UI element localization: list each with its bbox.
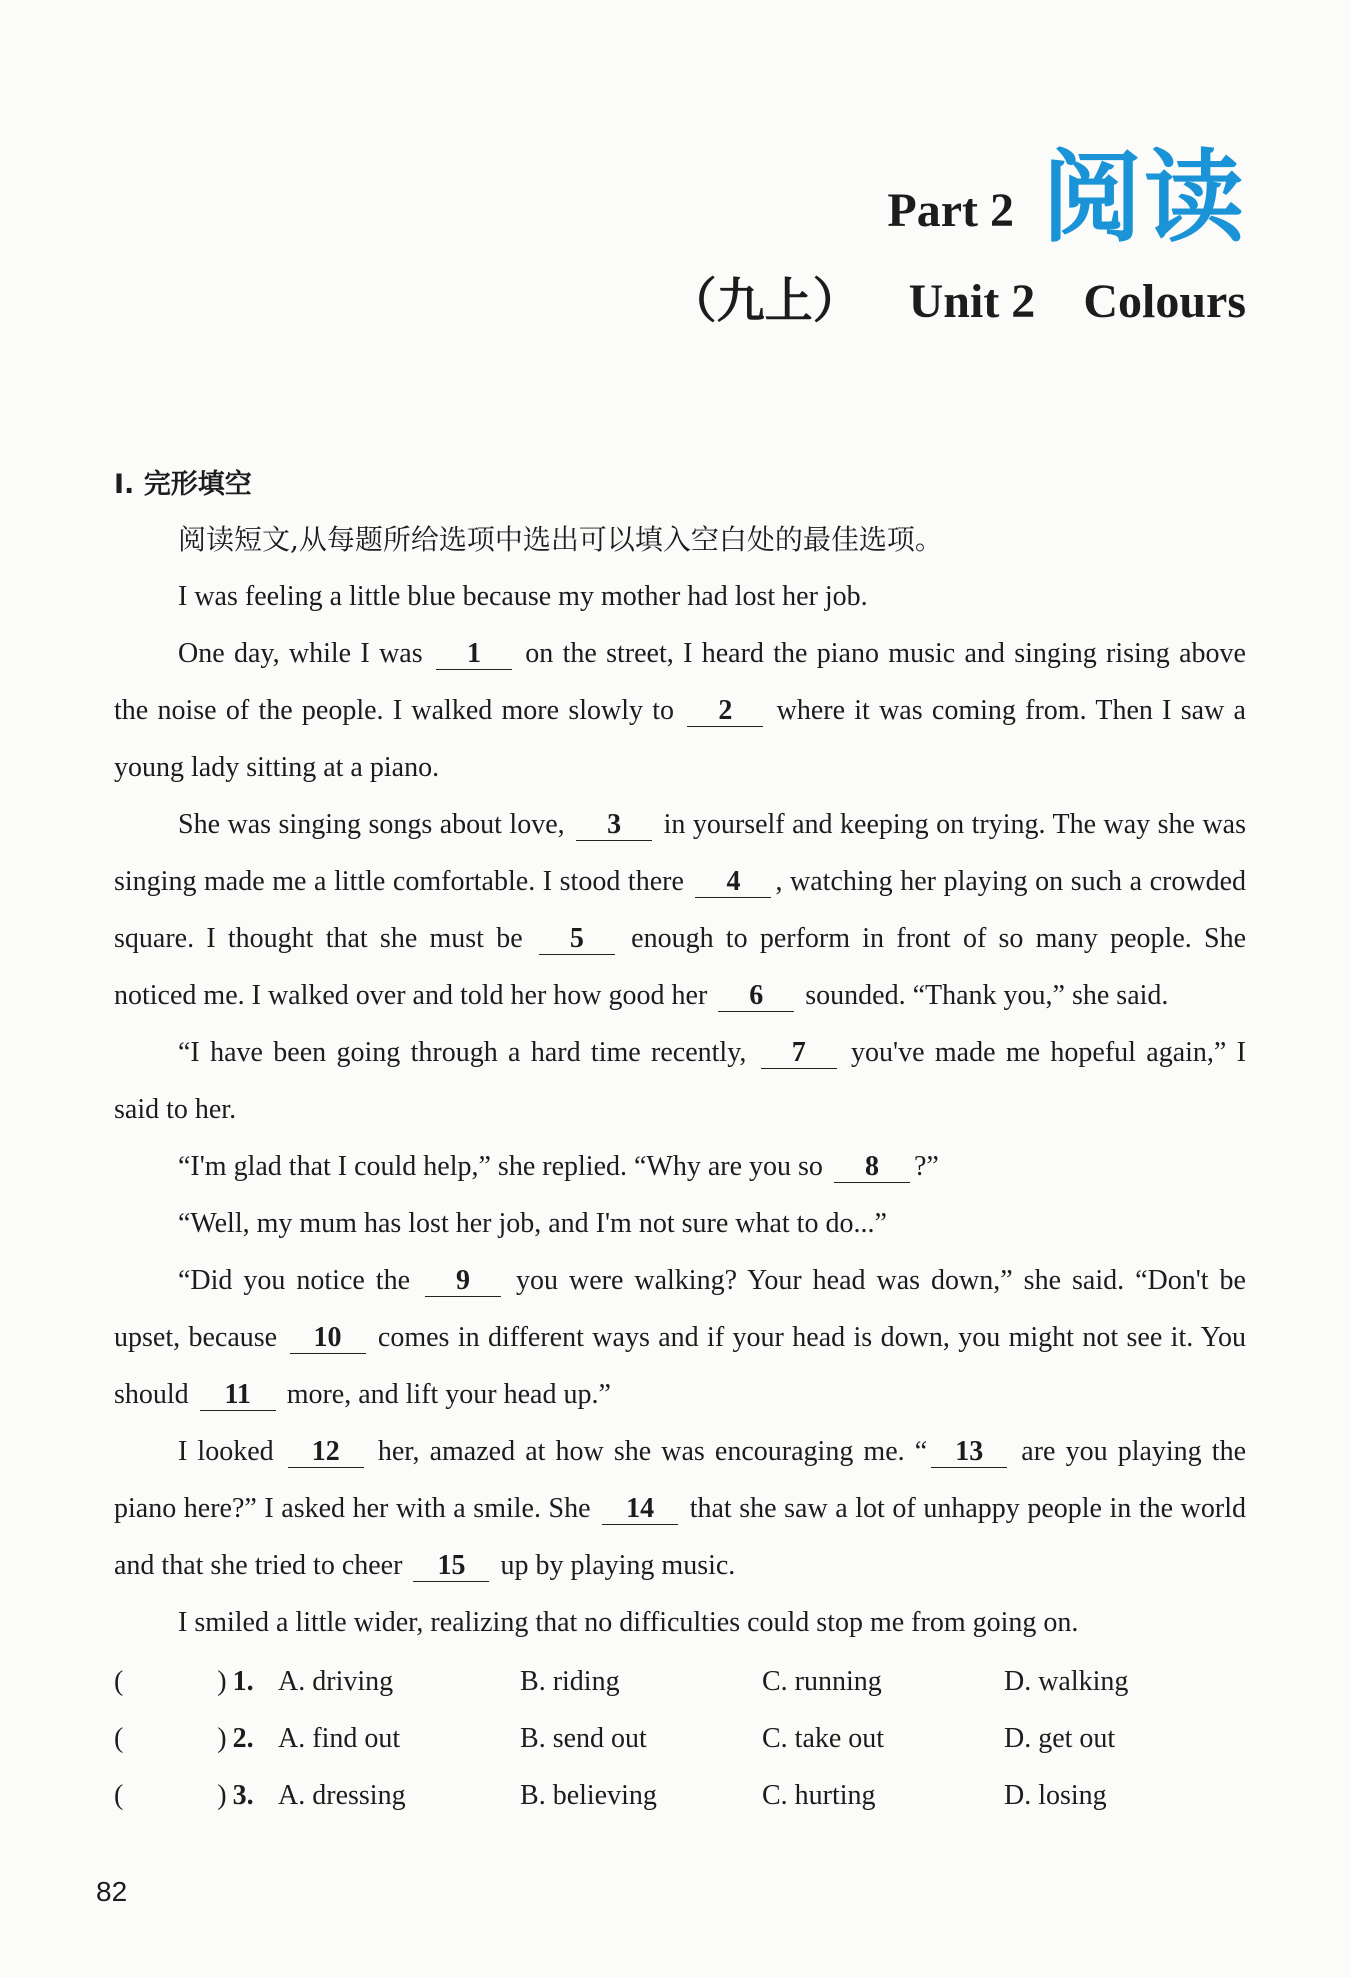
passage-text: sounded. “Thank you,” she said. <box>798 980 1169 1011</box>
answer-bracket[interactable] <box>114 1653 233 1710</box>
unit-topic: Colours <box>1083 275 1246 328</box>
page-number: 82 <box>96 1876 128 1907</box>
cloze-passage <box>114 568 1246 1651</box>
question-row <box>114 1710 1246 1767</box>
passage-text: “Did you notice the <box>178 1265 421 1296</box>
question-row <box>114 1653 1246 1710</box>
question-row <box>114 1767 1246 1824</box>
passage-text: enough to perform in front of so many people. She noticed me. I walked over and told her how good her <box>114 923 1247 1011</box>
unit-label: Unit 2 <box>908 275 1036 328</box>
passage-text: on the street, I heard the piano music and singing rising above the noise of the people. I walked more slowly to <box>114 638 1246 726</box>
passage-paragraph <box>114 1594 1246 1651</box>
passage-text: in yourself and keeping on trying. The way she was singing made me a little comfortable. I stood there <box>114 809 1246 897</box>
cloze-blank[interactable]: 1 <box>436 639 512 670</box>
passage-text: where it was coming from. Then I saw a young lady sitting at a piano. <box>114 695 1246 783</box>
question-number: 2. <box>232 1723 254 1754</box>
cloze-blank[interactable]: 3 <box>576 810 652 841</box>
passage-text: One day, while I was <box>178 638 432 669</box>
option-b[interactable]: B. riding <box>520 1666 620 1697</box>
page-header <box>668 139 1246 331</box>
passage-text: I looked <box>178 1436 284 1467</box>
passage-paragraph <box>114 1252 1246 1423</box>
option-d[interactable]: D. get out <box>1003 1723 1116 1754</box>
option-a[interactable]: A. driving <box>278 1666 394 1697</box>
section-instruction: 阅读短文,从每题所给选项中选出可以填入空白处的最佳选项。 <box>178 523 943 556</box>
passage-text: “I'm glad that I could help,” she replied. “Why are you so <box>178 1151 830 1182</box>
cloze-blank[interactable]: 7 <box>761 1038 837 1069</box>
passage-text: comes in different ways and if your head is down, you might not see it. You should <box>114 1322 1246 1410</box>
passage-text: her, amazed at how she was encouraging me. “ <box>367 1436 928 1467</box>
grade-label: （九上） <box>668 273 861 329</box>
passage-text: She was singing songs about love, <box>178 809 573 840</box>
bracket-close: ) <box>217 1666 227 1697</box>
cloze-blank[interactable]: 2 <box>687 696 763 727</box>
cloze-blank[interactable]: 5 <box>539 924 615 955</box>
cloze-blank[interactable]: 4 <box>695 867 771 898</box>
passage-text: are you playing the piano here?” I asked her with a smile. She <box>114 1436 1246 1524</box>
bracket-open: ( <box>114 1666 124 1697</box>
answer-bracket[interactable] <box>114 1767 233 1824</box>
option-b[interactable]: B. believing <box>520 1780 657 1811</box>
option-c[interactable]: C. take out <box>762 1723 885 1754</box>
passage-text: “I have been going through a hard time recently, <box>178 1037 757 1068</box>
option-b[interactable]: B. send out <box>520 1723 647 1754</box>
answer-bracket[interactable] <box>114 1710 233 1767</box>
passage-text: I was feeling a little blue because my mother had lost her job. <box>178 581 868 612</box>
passage-paragraph <box>114 1423 1246 1594</box>
part-label: Part 2 <box>887 184 1014 237</box>
passage-text: that she saw a lot of unhappy people in the world and that she tried to cheer <box>114 1493 1246 1581</box>
cloze-blank[interactable]: 13 <box>931 1437 1007 1468</box>
option-c[interactable]: C. running <box>762 1666 882 1697</box>
cloze-blank[interactable]: 15 <box>413 1551 489 1582</box>
passage-paragraph <box>114 1138 1246 1195</box>
cloze-blank[interactable]: 12 <box>288 1437 364 1468</box>
passage-paragraph <box>114 796 1246 1024</box>
option-d[interactable]: D. losing <box>1003 1780 1107 1811</box>
cloze-blank[interactable]: 8 <box>834 1152 910 1183</box>
option-c[interactable]: C. hurting <box>762 1780 876 1811</box>
bracket-close: ) <box>217 1723 227 1754</box>
passage-paragraph <box>114 625 1246 796</box>
cloze-blank[interactable]: 6 <box>718 981 794 1012</box>
cloze-blank[interactable]: 10 <box>290 1323 366 1354</box>
cloze-blank[interactable]: 11 <box>200 1380 276 1411</box>
bracket-close: ) <box>217 1780 227 1811</box>
passage-text: you've made me hopeful again,” I said to her. <box>114 1037 1247 1125</box>
option-d[interactable]: D. walking <box>1003 1666 1129 1697</box>
passage-text: “Well, my mum has lost her job, and I'm not sure what to do...” <box>178 1208 887 1239</box>
option-a[interactable]: A. find out <box>278 1723 401 1754</box>
part-heading <box>669 139 1246 256</box>
cloze-blank[interactable]: 14 <box>602 1494 678 1525</box>
passage-text: I smiled a little wider, realizing that no difficulties could stop me from going on. <box>178 1607 1079 1638</box>
passage-text: up by playing music. <box>493 1550 736 1581</box>
passage-paragraph <box>114 1195 1246 1252</box>
passage-paragraph <box>114 568 1246 625</box>
question-number: 1. <box>232 1666 254 1697</box>
question-options <box>114 1653 1246 1824</box>
part-chinese-title: 阅读 <box>1042 139 1246 256</box>
passage-text: ?” <box>913 1151 939 1182</box>
passage-text: you were walking? Your head was down,” she said. “Don't be upset, because <box>114 1265 1246 1353</box>
passage-paragraph <box>114 1024 1246 1138</box>
passage-text: more, and lift your head up.” <box>279 1379 611 1410</box>
cloze-section <box>114 462 1246 1824</box>
bracket-open: ( <box>114 1780 124 1811</box>
section-title: Ⅰ. 完形填空 <box>114 469 252 500</box>
unit-heading <box>669 262 1246 331</box>
option-a[interactable]: A. dressing <box>278 1780 406 1811</box>
passage-text: , watching her playing on such a crowded square. I thought that she must be <box>114 866 1246 954</box>
question-number: 3. <box>232 1780 254 1811</box>
bracket-open: ( <box>114 1723 124 1754</box>
cloze-blank[interactable]: 9 <box>425 1266 501 1297</box>
